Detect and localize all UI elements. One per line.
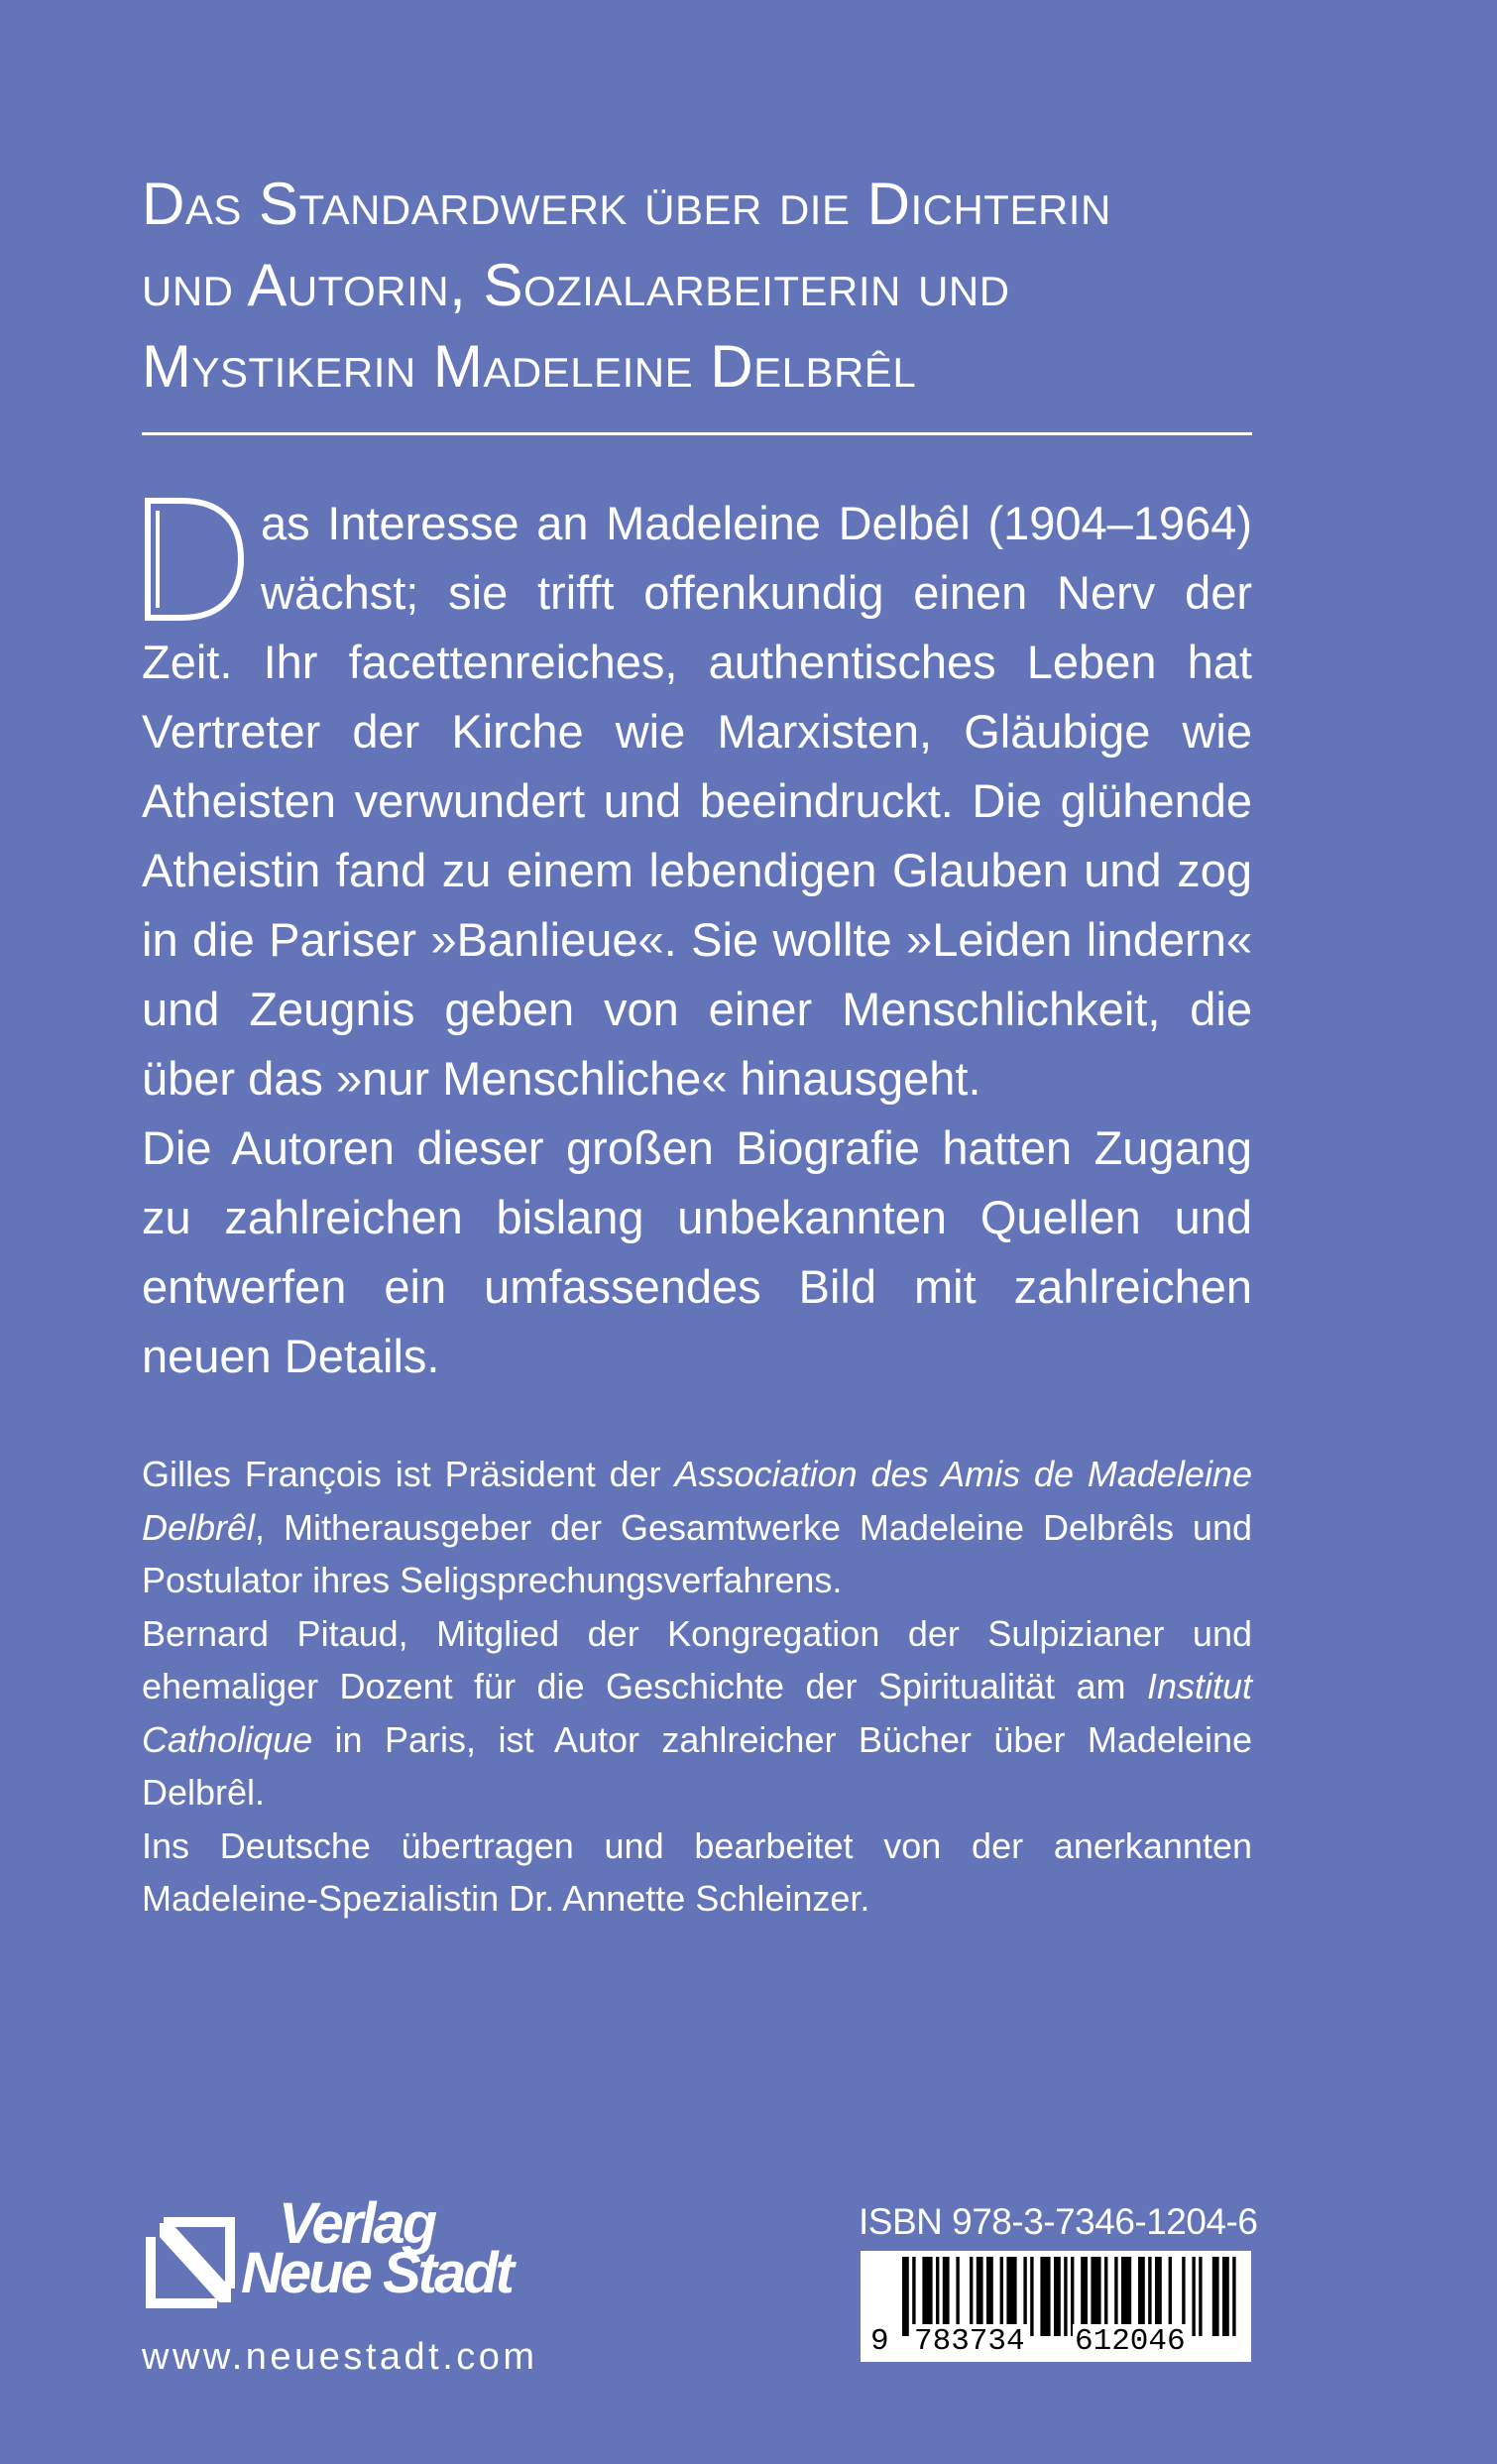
headline-line-3: Mystikerin Madeleine Delbrêl [142, 333, 917, 400]
isbn-barcode [861, 2251, 1251, 2362]
bio-1-italic: Association des Amis de Madeleine Delbrêl [142, 1454, 1252, 1548]
headline-line-2: und Autorin, Sozialarbeiterin und [142, 252, 1010, 318]
bio-gilles-francois [142, 1448, 1252, 1607]
bio-2-italic: Institut Catholique [142, 1666, 1252, 1760]
isbn-label: ISBN 978-3-7346-1204-6 [859, 2201, 1258, 2242]
bio-1-text-a: Gilles François ist Präsident der [142, 1454, 675, 1494]
bio-2-text-a: Bernard Pitaud, Mitglied der Kongregation der Sulpizianer und ehemaliger Dozent für die Geschichte der Spiritualität am [142, 1612, 1252, 1706]
headline [142, 164, 1252, 408]
logo-line-1: Verlag [279, 2191, 435, 2256]
divider-rule [142, 432, 1252, 435]
publisher-logo-wordmark [241, 2191, 512, 2305]
bio-2-text-b: in Paris, ist Autor zahlreicher Bücher über Madeleine Delbrêl. [142, 1718, 1252, 1813]
publisher-website[interactable]: www.neuestadt.com [142, 2336, 538, 2378]
bio-bernard-pitaud [142, 1607, 1252, 1819]
intro-paragraph-1: as Interesse an Madeleine Delbêl (1904–1964) wächst; sie trifft offenkundig einen Nerv der Zeit. Ihr facettenreiches, authentisches Leben hat Vertreter der Kirche wie Marxisten, Gläubige wie Atheisten verwundert und beeindruckt. Die glühende Atheistin fand zu einem lebendigen Glauben und zog in die Pariser »Banlieue«. Sie wollte »Leiden lindern« und Zeugnis geben von einer Menschlichkeit, die über das »nur Menschliche« hinausgeht. [142, 497, 1252, 1105]
barcode-digits-left: 783734 [914, 2324, 1025, 2359]
barcode-digit-first: 9 [870, 2324, 889, 2359]
drop-cap [142, 497, 245, 622]
barcode-digits [861, 2324, 1251, 2362]
bio-1-text-b: , Mitherausgeber der Gesamtwerke Madeleine Delbrêls und Postulator ihres Seligsprechungsverfahrens. [142, 1506, 1252, 1600]
intro-text [142, 489, 1252, 1391]
intro-paragraph-2: Die Autoren dieser großen Biografie hatten Zugang zu zahlreichen bislang unbekannten Quellen und entwerfen ein umfassendes Bild mit zahlreichen neuen Details. [142, 1121, 1252, 1382]
logo-line-2: Neue Stadt [241, 2241, 512, 2305]
publisher-block [142, 2191, 578, 2380]
author-bios [142, 1448, 1252, 1926]
barcode-digits-right: 612046 [1075, 2324, 1186, 2359]
publisher-logo-icon [142, 2209, 243, 2312]
headline-line-1: Das Standardwerk über die Dichterin [142, 171, 1111, 237]
drop-cap-glyph [142, 497, 245, 622]
bio-translator: Ins Deutsche übertragen und bearbeitet von der anerkannten Madeleine-Spezialistin Dr. Annette Schleinzer. [142, 1824, 1252, 1919]
